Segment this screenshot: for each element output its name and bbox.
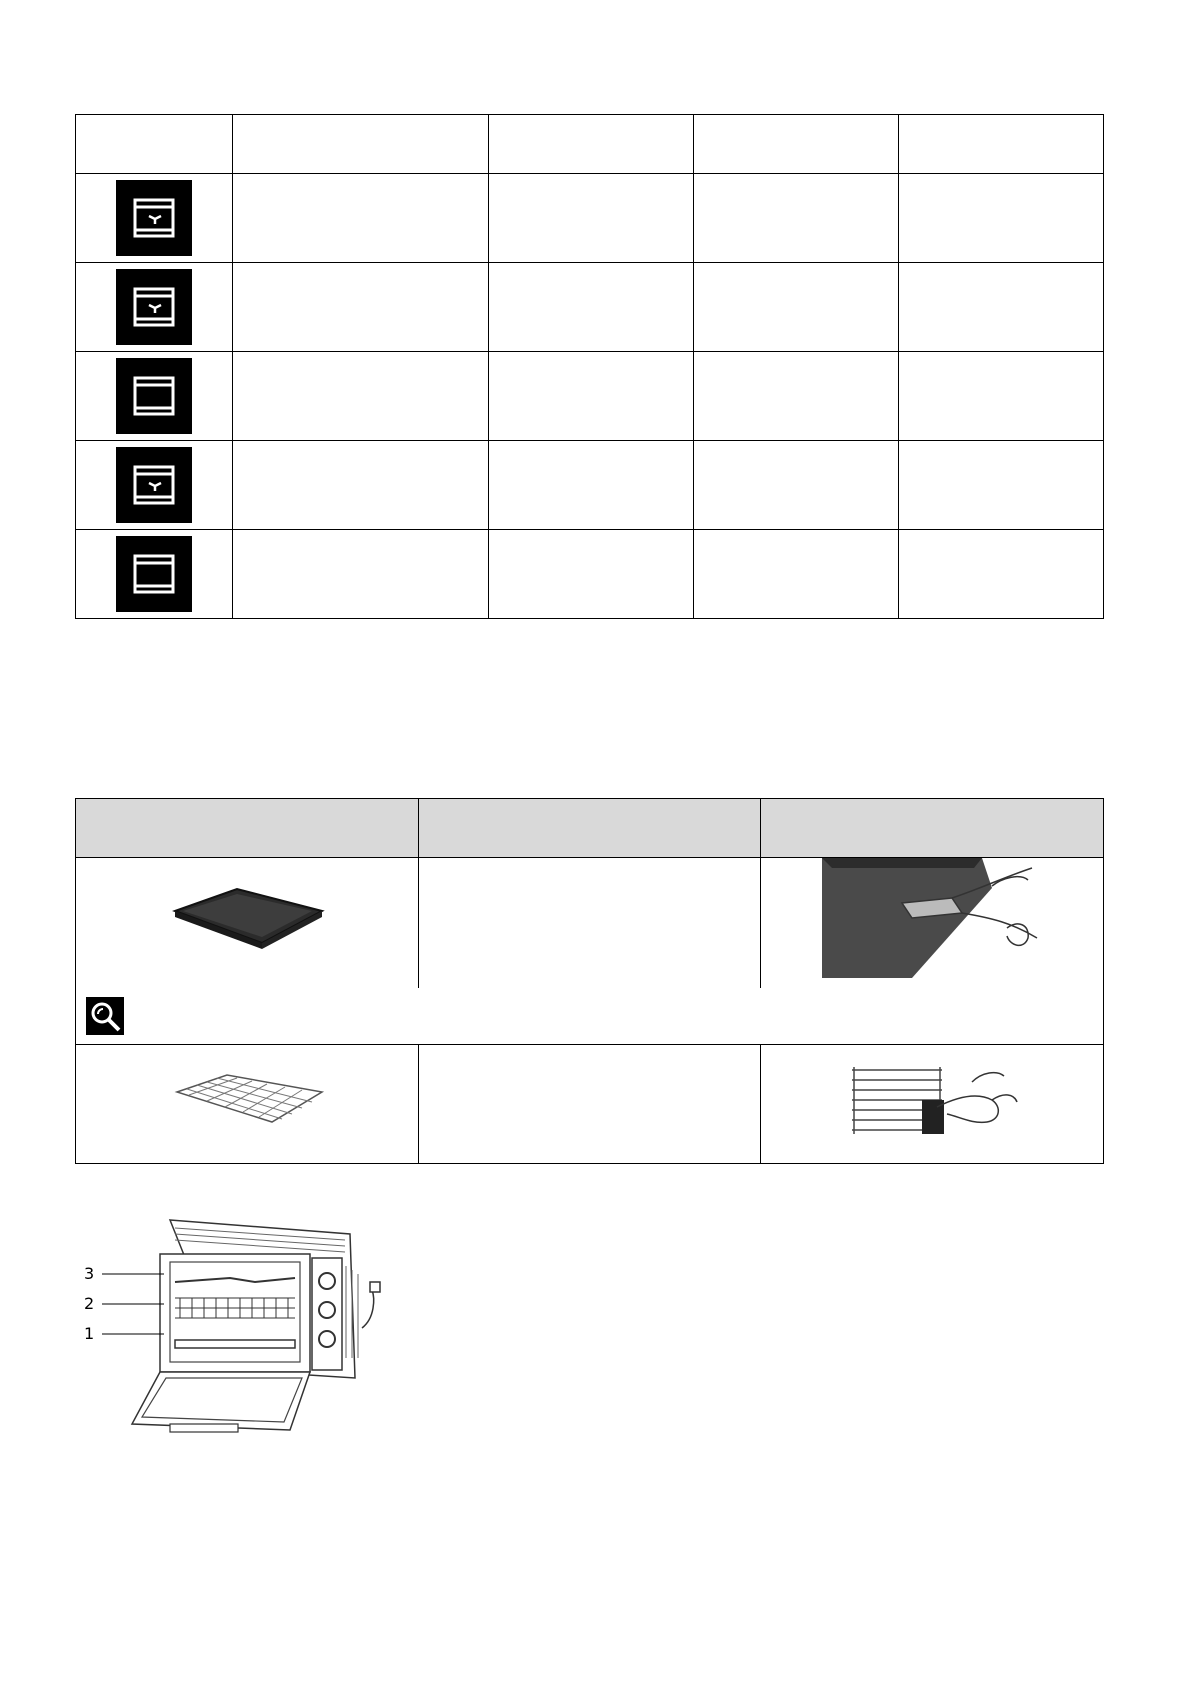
accessories-header-cell <box>76 799 419 858</box>
table-row <box>76 352 1104 441</box>
table-cell <box>489 530 694 619</box>
accessories-table <box>75 798 1104 1164</box>
table-cell <box>694 174 899 263</box>
note-row <box>76 988 1104 1045</box>
oven-top-fan-icon <box>116 180 192 256</box>
cooking-modes-table <box>75 114 1104 619</box>
table-cell <box>489 352 694 441</box>
table-cell <box>233 530 489 619</box>
table-cell <box>899 352 1104 441</box>
table-cell <box>694 352 899 441</box>
wire-rack-usage-image <box>842 1062 1022 1142</box>
accessories-header-cell <box>419 799 761 858</box>
table-cell <box>899 530 1104 619</box>
table-cell <box>899 263 1104 352</box>
modes-header-cell <box>899 115 1104 174</box>
table-row <box>76 530 1104 619</box>
baking-tray-image <box>167 881 327 961</box>
table-cell <box>899 174 1104 263</box>
modes-header-cell <box>233 115 489 174</box>
table-row <box>76 858 1104 989</box>
table-cell <box>233 174 489 263</box>
magnifier-icon <box>86 997 124 1035</box>
table-cell <box>489 263 694 352</box>
table-cell <box>899 441 1104 530</box>
oven-top-fan-icon <box>116 269 192 345</box>
modes-header-cell <box>694 115 899 174</box>
rack-level-label: 2 <box>84 1294 95 1313</box>
oven-top-fan-icon <box>116 447 192 523</box>
oven-top-bottom-heat-icon <box>116 536 192 612</box>
rack-level-label: 3 <box>84 1264 95 1283</box>
tray-handle-usage-image <box>802 858 1062 978</box>
table-cell <box>419 858 761 989</box>
wire-rack-image <box>167 1067 327 1137</box>
oven-top-bottom-heat-icon <box>116 358 192 434</box>
rack-level-label: 1 <box>84 1324 95 1343</box>
accessories-header-cell <box>761 799 1104 858</box>
table-cell <box>233 441 489 530</box>
accessories-table-header <box>76 799 1104 858</box>
table-row <box>76 1045 1104 1164</box>
oven-rack-levels-diagram <box>80 1218 400 1434</box>
table-cell <box>233 352 489 441</box>
table-row <box>76 263 1104 352</box>
table-cell <box>694 530 899 619</box>
table-row <box>76 441 1104 530</box>
table-cell <box>419 1045 761 1164</box>
table-cell <box>489 174 694 263</box>
table-cell <box>489 441 694 530</box>
modes-table-header <box>76 115 1104 174</box>
table-cell <box>233 263 489 352</box>
modes-header-cell <box>76 115 233 174</box>
table-cell <box>694 263 899 352</box>
table-row <box>76 174 1104 263</box>
modes-header-cell <box>489 115 694 174</box>
table-cell <box>694 441 899 530</box>
